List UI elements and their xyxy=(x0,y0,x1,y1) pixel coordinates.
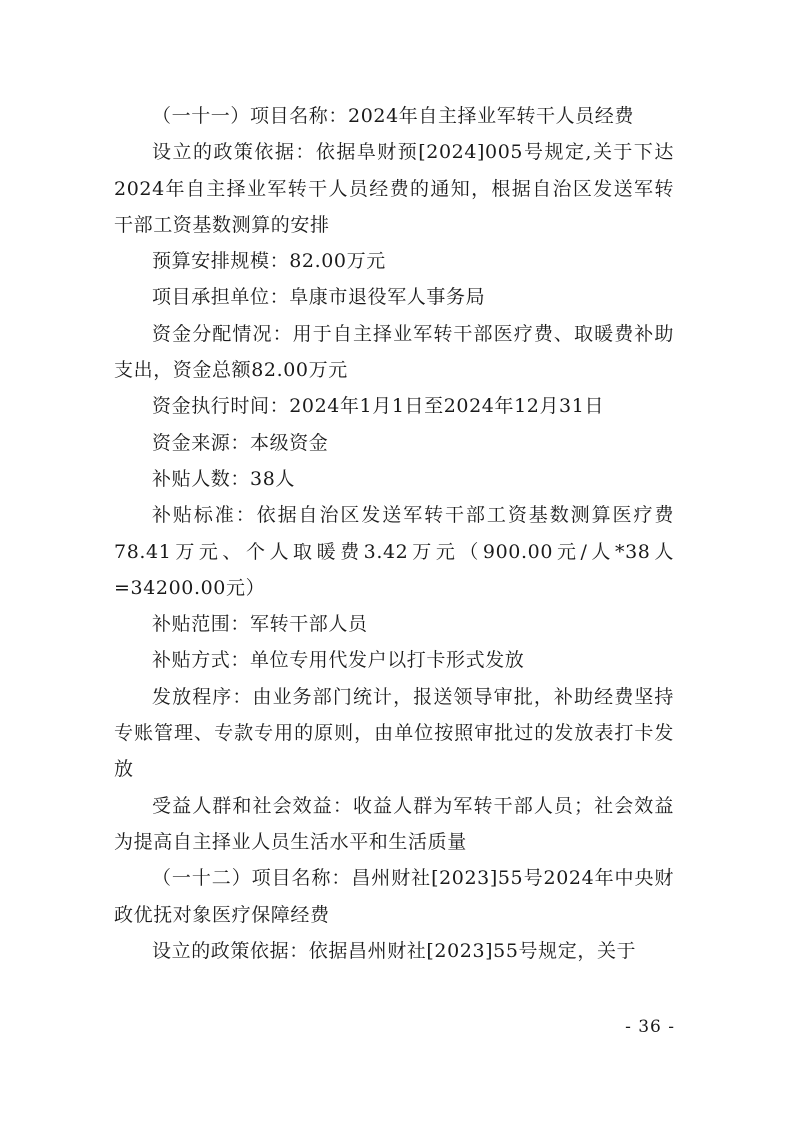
paragraph-beneficiaries: 受益人群和社会效益：收益人群为军转干部人员；社会效益为提高自主择业人员生活水平和生活质量 xyxy=(114,794,674,853)
paragraph-project-11-title: （一十一）项目名称：2024年自主择业军转干人员经费 xyxy=(152,105,634,127)
paragraph-subsidy-method: 补贴方式：单位专用代发户以打卡形式发放 xyxy=(152,649,525,672)
paragraph-undertaking-unit: 项目承担单位：阜康市退役军人事务局 xyxy=(152,286,486,309)
paragraph-policy-basis-12: 设立的政策依据：依据昌州财社[2023]55号规定，关于 xyxy=(152,939,637,962)
paragraph-fund-source: 资金来源：本级资金 xyxy=(152,431,329,454)
paragraph-budget-scale: 预算安排规模：82.00万元 xyxy=(152,250,386,273)
paragraph-project-12-title: （一十二）项目名称：昌州财社[2023]55号2024年中央财政优抚对象医疗保障经费 xyxy=(114,867,674,926)
paragraph-subsidy-scope: 补贴范围：军转干部人员 xyxy=(152,613,368,636)
paragraph-distribution-procedure: 发放程序：由业务部门统计，报送领导审批，补助经费坚持专账管理、专款专用的原则，由单位按照审批过的发放表打卡发放 xyxy=(114,685,674,781)
page-number: - 36 - xyxy=(625,1017,675,1037)
paragraph-subsidy-count: 补贴人数：38人 xyxy=(152,467,295,490)
paragraph-policy-basis: 设立的政策依据：依据阜财预[2024]005号规定,关于下达2024年自主择业军转干人员经费的通知，根据自治区发送军转干部工资基数测算的安排 xyxy=(114,141,674,236)
paragraph-execution-time: 资金执行时间：2024年1月1日至2024年12月31日 xyxy=(152,395,605,418)
paragraph-fund-allocation: 资金分配情况：用于自主择业军转干部医疗费、取暖费补助支出，资金总额82.00万元 xyxy=(114,322,674,382)
document-body xyxy=(114,98,674,969)
paragraph-subsidy-standard: 补贴标准：依据自治区发送军转干部工资基数测算医疗费78.41万元、个人取暖费3.42万元（900.00元/人*38人=34200.00元） xyxy=(114,504,674,599)
